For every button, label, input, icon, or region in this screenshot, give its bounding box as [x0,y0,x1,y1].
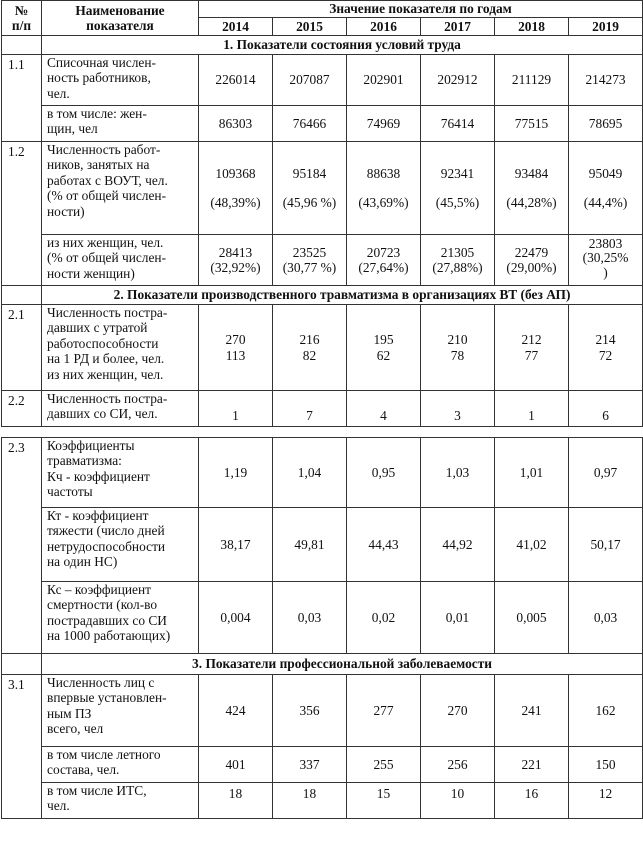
percent-value: (27,88%) [432,260,483,275]
value-cell [569,305,643,391]
value-cell: 44,92 [421,508,495,582]
value-cell: 77515 [495,106,569,142]
value-cell: 0,95 [347,438,421,508]
women-value: 77 [524,347,539,363]
value-cell: 256 [421,747,495,783]
value-cell [273,235,347,286]
percent-value: (30,77 %) [282,260,337,275]
row-number: 1.2 [2,142,42,286]
value: 93484 [514,165,549,181]
value-cell: 6 [569,391,643,427]
percent-value: (32,92%) [210,260,261,275]
value-cell [569,235,643,286]
value-cell: 202901 [347,55,421,106]
value: 212 [521,332,542,348]
value-cell: 255 [347,747,421,783]
value: 20723 [366,244,401,260]
value-cell: 3 [421,391,495,427]
value-cell: 337 [273,747,347,783]
value: 216 [299,332,320,348]
value-cell: 0,005 [495,582,569,654]
value-cell [421,235,495,286]
value-cell [199,235,273,286]
value-cell: 15 [347,783,421,819]
section-blank-cell [2,36,42,55]
row-label: Кт - коэффициент тяжести (число дней нетрудоспособности на один НС) [42,508,199,582]
percent-value: (48,39%) [210,195,261,210]
header-number: № п/п [2,1,42,36]
women-value: 113 [225,347,246,363]
value-cell: 207087 [273,55,347,106]
value-cell: 211129 [495,55,569,106]
value: 28413 [218,244,253,260]
value-cell [347,142,421,235]
value-cell: 38,17 [199,508,273,582]
value: 23803 [588,236,623,251]
gap-cell [2,427,643,438]
value-cell: 221 [495,747,569,783]
value: 21305 [440,244,475,260]
table-row [2,391,643,427]
value: 88638 [366,165,401,181]
value-cell: 424 [199,675,273,747]
table-row [2,783,643,819]
value-cell: 44,43 [347,508,421,582]
value-cell: 0,01 [421,582,495,654]
row-label: в том числе ИТС, чел. [42,783,199,819]
value: 92341 [440,165,475,181]
value-cell [495,305,569,391]
value-cell: 16 [495,783,569,819]
women-value: 82 [302,347,317,363]
value-cell: 18 [199,783,273,819]
value-cell [273,142,347,235]
value-cell: 86303 [199,106,273,142]
row-label: Численность лиц с впервые установлен- ным ПЗ всего, чел [42,675,199,747]
value-cell: 150 [569,747,643,783]
value-cell [273,305,347,391]
value-cell: 74969 [347,106,421,142]
section-blank-cell [2,654,42,675]
value: 95049 [588,165,623,181]
value-cell: 1 [495,391,569,427]
value-cell: 401 [199,747,273,783]
value-cell [199,305,273,391]
row-label: Списочная числен- ность работников, чел. [42,55,199,106]
percent-value: (30,25% ) [582,250,629,280]
value-cell: 4 [347,391,421,427]
value-cell: 0,02 [347,582,421,654]
section-title-injuries: 2. Показатели производственного травматизма в организациях ВТ (без АП) [42,286,643,305]
value-cell [347,235,421,286]
value-cell: 0,03 [273,582,347,654]
percent-value: (29,00%) [506,260,557,275]
value-cell: 1,01 [495,438,569,508]
indicators-table [1,0,643,819]
value-cell: 0,03 [569,582,643,654]
percent-value: (45,5%) [435,195,480,210]
women-value: 78 [450,347,465,363]
table-row [2,305,643,391]
row-number: 2.3 [2,438,42,654]
row-label: из них женщин, чел. (% от общей числен- ности женщин) [42,235,199,286]
row-label: в том числе: жен- щин, чел [42,106,199,142]
value-cell [495,235,569,286]
value: 22479 [514,244,549,260]
header-year: 2016 [347,18,421,36]
header-year: 2014 [199,18,273,36]
percent-value: (27,64%) [358,260,409,275]
value-cell: 18 [273,783,347,819]
section-blank-cell [2,286,42,305]
value-cell: 49,81 [273,508,347,582]
value-cell: 241 [495,675,569,747]
header-year: 2018 [495,18,569,36]
value-cell: 270 [421,675,495,747]
value-cell: 1 [199,391,273,427]
table-row [2,508,643,582]
value: 270 [225,332,246,348]
value-cell: 10 [421,783,495,819]
header-year: 2019 [569,18,643,36]
value: 195 [373,332,394,348]
value-cell [347,305,421,391]
value-cell: 277 [347,675,421,747]
table-row [2,142,643,235]
table-row [2,582,643,654]
header-indicator-name: Наименование показателя [42,1,199,36]
table-row [2,55,643,106]
row-label: Численность работ- ников, занятых на работах с ВОУТ, чел. (% от общей числен- ности) [42,142,199,235]
percent-value: (45,96 %) [282,195,337,210]
header-year: 2017 [421,18,495,36]
table-row [2,675,643,747]
table-row [2,747,643,783]
value-cell: 214273 [569,55,643,106]
row-label: в том числе летного состава, чел. [42,747,199,783]
row-label: Численность постра- давших со СИ, чел. [42,391,199,427]
table-row [2,235,643,286]
value-cell: 202912 [421,55,495,106]
row-label: Кс – коэффициент смертности (кол-во пострадавших со СИ на 1000 работающих) [42,582,199,654]
section-title-working-conditions: 1. Показатели состояния условий труда [42,36,643,55]
percent-value: (44,28%) [506,195,557,210]
value-cell: 1,19 [199,438,273,508]
value-cell [421,142,495,235]
percent-value: (44,4%) [583,195,628,210]
value-cell: 76466 [273,106,347,142]
value: 214 [595,332,616,348]
percent-value: (43,69%) [358,195,409,210]
value: 95184 [292,165,327,181]
value-cell [569,142,643,235]
value-cell: 12 [569,783,643,819]
header-values-by-year: Значение показателя по годам [199,1,643,18]
table-row [2,106,643,142]
value-cell: 356 [273,675,347,747]
page-break-gap [2,427,643,438]
value-cell: 0,004 [199,582,273,654]
women-value: 62 [376,347,391,363]
value-cell: 162 [569,675,643,747]
value-cell: 226014 [199,55,273,106]
value-cell [199,142,273,235]
row-label: Коэффициенты травматизма: Кч - коэффициент частоты [42,438,199,508]
value-cell [495,142,569,235]
value-cell: 78695 [569,106,643,142]
value-cell: 1,04 [273,438,347,508]
value-cell: 76414 [421,106,495,142]
value-cell: 7 [273,391,347,427]
value-cell: 41,02 [495,508,569,582]
value-cell [421,305,495,391]
row-number: 3.1 [2,675,42,819]
value-cell: 1,03 [421,438,495,508]
value-cell: 0,97 [569,438,643,508]
value: 109368 [215,165,256,181]
table-row [2,438,643,508]
women-value: 72 [598,347,613,363]
row-number: 1.1 [2,55,42,142]
value: 23525 [292,244,327,260]
row-number: 2.1 [2,305,42,391]
value-cell: 50,17 [569,508,643,582]
header-year: 2015 [273,18,347,36]
row-number: 2.2 [2,391,42,427]
section-title-occupational-diseases: 3. Показатели профессиональной заболеваемости [42,654,643,675]
row-label: Численность постра- давших с утратой работоспособности на 1 РД и более, чел. из них женщин, чел. [42,305,199,391]
value: 210 [447,332,468,348]
